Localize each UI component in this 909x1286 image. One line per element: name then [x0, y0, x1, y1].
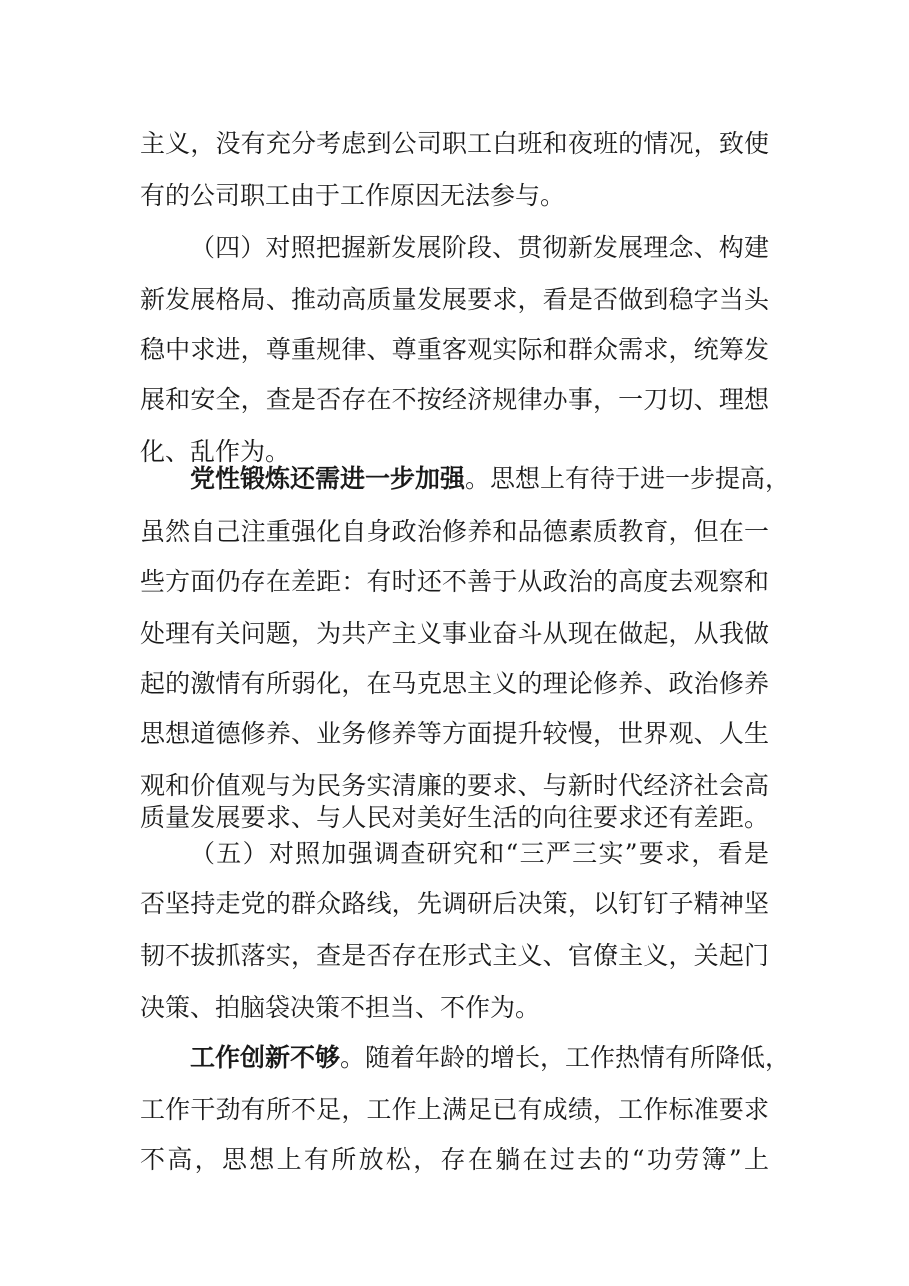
text-line: （四）对照把握新发展阶段、贯彻新发展理念、构建 [190, 233, 769, 262]
text-line: 不高，思想上有所放松，存在躺在过去的“功劳簿”上 [140, 1145, 769, 1174]
text-line: 决策、拍脑袋决策不担当、不作为。 [140, 993, 541, 1022]
text-line: 虽然自己注重强化自身政治修养和品德素质教育，但在一 [140, 517, 769, 546]
text-line: 否坚持走党的群众路线，先调研后决策，以钉钉子精神坚 [140, 889, 769, 918]
text-line: 有的公司职工由于工作原因无法参与。 [140, 181, 566, 210]
paragraph-lead [190, 461, 791, 497]
text-line: 处理有关问题，为共产主义事业奋斗从现在做起，从我做 [140, 619, 769, 648]
lead-text: 。思想上有待于进一步提高， [465, 464, 791, 493]
text-line: 主义，没有充分考虑到公司职工白班和夜班的情况，致使 [140, 129, 769, 158]
text-line: 化、乱作为。 [140, 437, 291, 466]
lead-text: 。随着年龄的增长，工作热情有所降低， [340, 1043, 791, 1072]
paragraph-lead [190, 1040, 791, 1076]
text-line: （五）对照加强调查研究和“三严三实”要求，看是 [190, 839, 769, 868]
section-heading: 党性锻炼还需进一步加强 [190, 464, 466, 493]
text-line: 新发展格局、推动高质量发展要求，看是否做到稳字当头 [140, 285, 769, 314]
text-line: 韧不拔抓落实，查是否存在形式主义、官僚主义，关起门 [140, 941, 769, 970]
text-line: 起的激情有所弱化，在马克思主义的理论修养、政治修养 [140, 669, 769, 698]
text-line: 工作干劲有所不足，工作上满足已有成绩，工作标准要求 [140, 1095, 769, 1124]
text-line: 观和价值观与为民务实清廉的要求、与新时代经济社会高 [140, 771, 769, 800]
text-line: 展和安全，查是否存在不按经济规律办事，一刀切、理想 [140, 385, 769, 414]
text-line: 些方面仍存在差距：有时还不善于从政治的高度去观察和 [140, 567, 769, 596]
text-line: 思想道德修养、业务修养等方面提升较慢，世界观、人生 [140, 719, 769, 748]
section-heading: 工作创新不够 [190, 1043, 341, 1072]
text-line: 稳中求进，尊重规律、尊重客观实际和群众需求，统筹发 [140, 335, 769, 364]
text-line: 质量发展要求、与人民对美好生活的向往要求还有差距。 [140, 803, 769, 832]
